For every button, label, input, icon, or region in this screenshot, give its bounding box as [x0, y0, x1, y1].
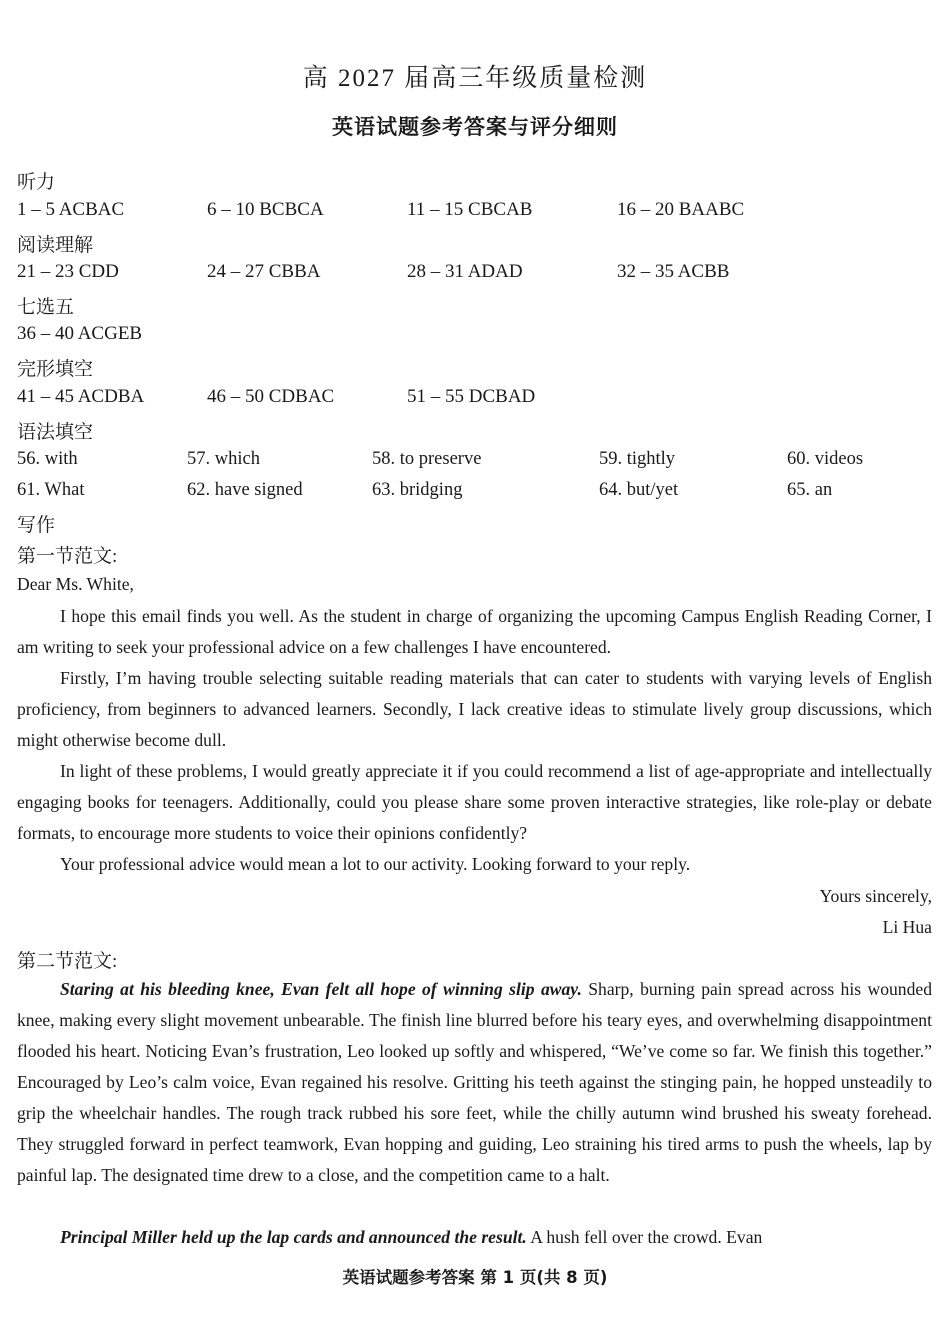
listening-heading: 听力 — [17, 172, 56, 193]
reading-answers-32-35: 32 – 35 ACBB — [617, 261, 730, 282]
reading-answers-21-23: 21 – 23 CDD — [17, 261, 119, 282]
story-paragraph-2 — [17, 1222, 932, 1253]
cloze-answers-46-50: 46 – 50 CDBAC — [207, 386, 335, 407]
grammar-answer-64: 64. but/yet — [599, 480, 679, 500]
page-footer: 英语试题参考答案 第 1 页(共 8 页) — [342, 1268, 608, 1287]
cloze-answers-41-45: 41 – 45 ACDBA — [17, 386, 145, 407]
seven-five-answers-36-40: 36 – 40 ACGEB — [17, 323, 143, 344]
grammar-answer-56: 56. with — [17, 449, 78, 469]
grammar-answer-62: 62. have signed — [187, 480, 303, 500]
grammar-answer-65: 65. an — [787, 480, 833, 500]
letter-paragraph-3: In light of these problems, I would greatly appreciate it if you could recommend a list of age-appropriate and intellectually engaging books for teenagers. Additionally, could you please share some proven interactive strategies, like role-play or debate formats, to encourage more students to voice their opinions confidently? — [17, 761, 932, 843]
grammar-answer-57: 57. which — [187, 449, 260, 469]
letter-paragraph-4: Your professional advice would mean a lot to our activity. Looking forward to your reply. — [60, 854, 691, 874]
story-paragraph-2-lead: Principal Miller held up the lap cards and announced the result. — [60, 1227, 527, 1247]
seven-five-heading: 七选五 — [17, 297, 75, 318]
grammar-answer-58: 58. to preserve — [372, 449, 482, 469]
answer-key-subtitle: 英语试题参考答案与评分细则 — [332, 115, 618, 139]
listening-answers-1-5: 1 – 5 ACBAC — [17, 199, 125, 220]
writing-heading: 写作 — [17, 515, 56, 536]
cloze-heading: 完形填空 — [17, 359, 94, 380]
story-paragraph-1 — [17, 974, 932, 1191]
reading-answers-28-31: 28 – 31 ADAD — [407, 261, 523, 282]
listening-answers-16-20: 16 – 20 BAABC — [617, 199, 745, 220]
letter-paragraph-2: Firstly, I’m having trouble selecting suitable reading materials that can cater to students with varying levels of English proficiency, from beginners to advanced learners. Secondly, I lack creative ideas to stimulate lively group discussions, which might otherwise become dull. — [17, 668, 932, 750]
grammar-answer-60: 60. videos — [787, 449, 864, 469]
story-paragraph-1-lead: Staring at his bleeding knee, Evan felt all hope of winning slip away. — [60, 979, 582, 999]
letter-closing: Yours sincerely, — [819, 886, 932, 906]
listening-answers-6-10: 6 – 10 BCBCA — [207, 199, 324, 220]
grammar-answer-63: 63. bridging — [372, 480, 463, 500]
part1-sample-label: 第一节范文: — [17, 546, 118, 567]
reading-answers-24-27: 24 – 27 CBBA — [207, 261, 321, 282]
letter-greeting: Dear Ms. White, — [17, 574, 134, 594]
cloze-answers-51-55: 51 – 55 DCBAD — [407, 386, 536, 407]
letter-paragraph-1: I hope this email finds you well. As the student in charge of organizing the upcoming Campus English Reading Corner, I am writing to seek your professional advice on a few challenges I have encountered. — [17, 606, 932, 657]
story-paragraph-1-body: Sharp, burning pain spread across his wounded knee, making every slight movement unbearable. The finish line blurred before his teary eyes, and overwhelming disappointment flooded his heart. Noticing Evan’s frustration, Leo looked up softly and whispered, “We’ve come so far. We finish this together.” Encouraged by Leo’s calm voice, Evan regained his resolve. Gritting his teeth against the stinging pain, he hopped unsteadily to grip the wheelchair handles. The rough track rubbed his sore feet, while the chilly autumn wind brushed his sweaty forehead. They struggled forward in perfect teamwork, Evan hopping and guiding, Leo straining his tired arms to push the wheels, lap by painful lap. The designated time drew to a close, and the competition came to a halt. — [17, 979, 932, 1185]
reading-heading: 阅读理解 — [17, 235, 94, 256]
exam-title: 高 2027 届高三年级质量检测 — [302, 65, 648, 92]
story-paragraph-2-body: A hush fell over the crowd. Evan — [526, 1227, 763, 1247]
listening-answers-11-15: 11 – 15 CBCAB — [407, 199, 533, 220]
grammar-answer-59: 59. tightly — [599, 449, 676, 469]
grammar-answer-61: 61. What — [17, 480, 85, 500]
grammar-heading: 语法填空 — [17, 422, 94, 443]
letter-signature: Li Hua — [882, 917, 932, 937]
part2-sample-label: 第二节范文: — [17, 951, 118, 972]
